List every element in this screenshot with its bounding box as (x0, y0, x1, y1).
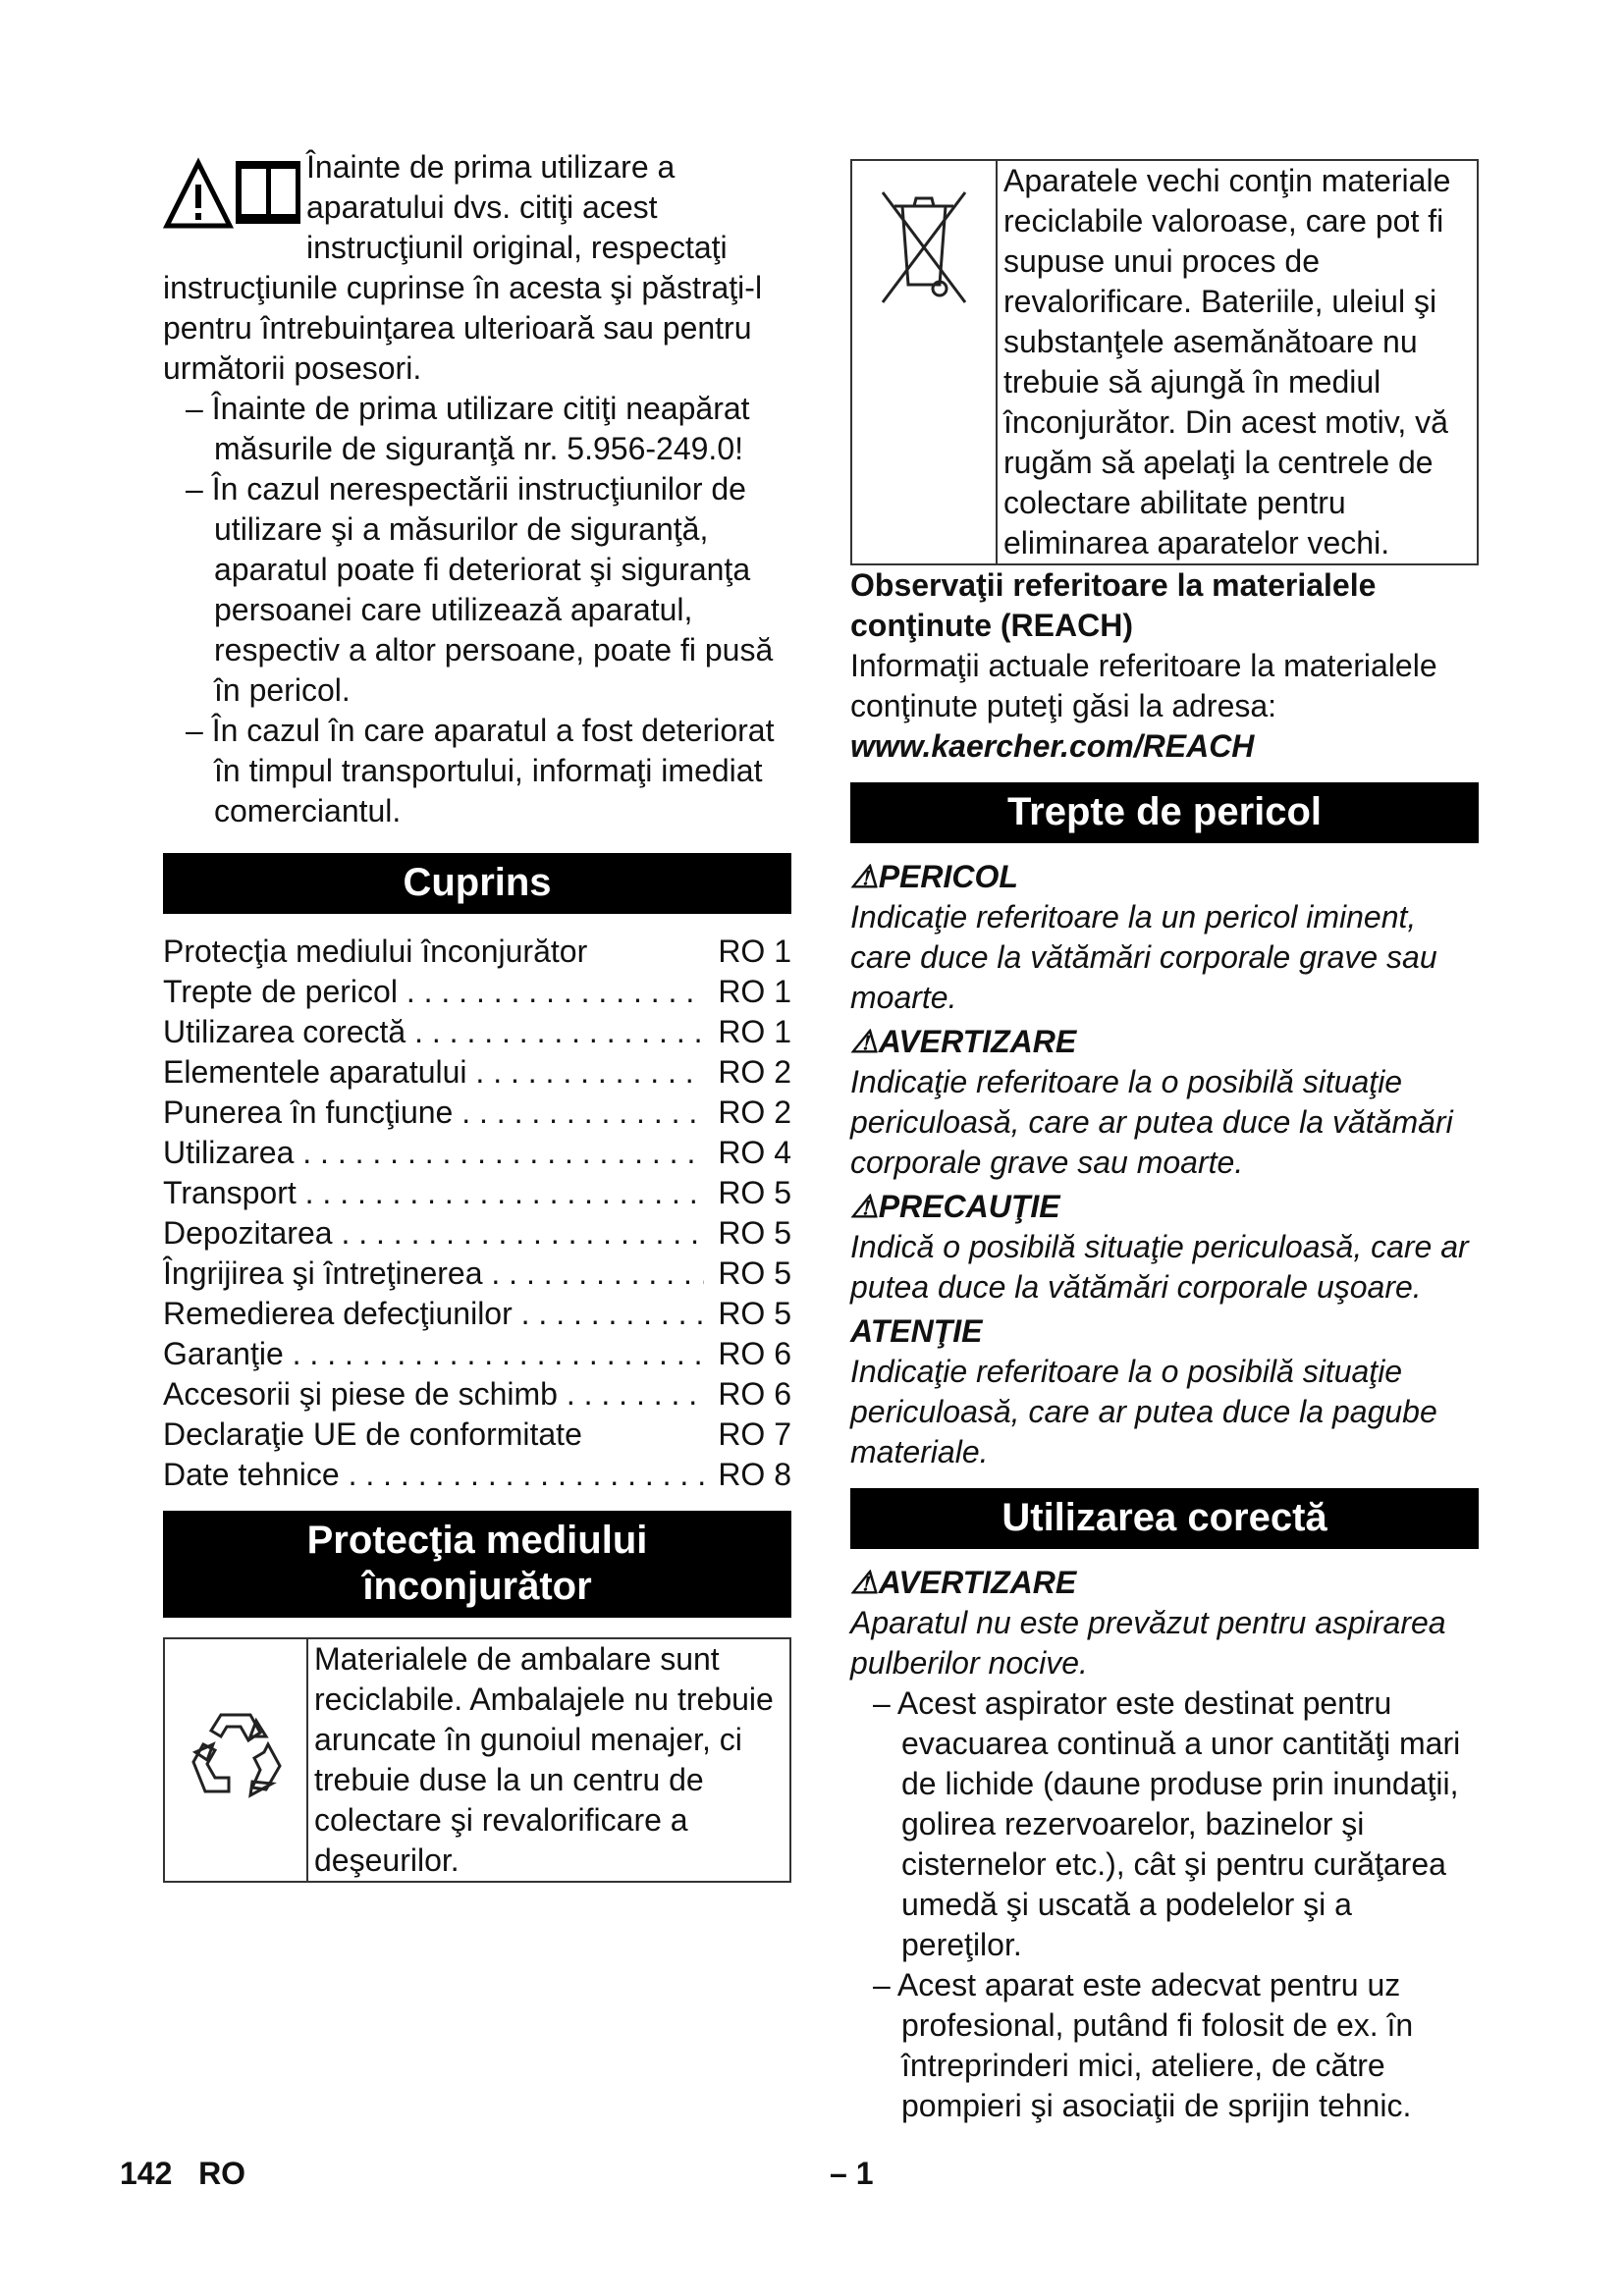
hazard-text: Indicaţie referitoare la un pericol iminent, care duce la vătămări corporale grave sau moarte. (850, 899, 1437, 1015)
toc-item-label: Utilizarea corectă (163, 1014, 406, 1049)
packaging-text: Materialele de ambalare sunt reciclabile. Ambalajele nu trebuie aruncate în gunoiul menajer, ci trebuie duse la un centru de colectare şi revalorificare a deşeurilor. (307, 1638, 790, 1882)
toc-item-label: Depozitarea (163, 1215, 333, 1251)
toc-item[interactable] (163, 1374, 791, 1415)
toc-item-label: Trepte de pericol (163, 974, 398, 1009)
reach-heading: Observaţii referitoare la materialele conţinute (REACH) (850, 567, 1377, 643)
toc-item[interactable] (163, 1093, 791, 1133)
toc-item[interactable] (163, 1254, 791, 1294)
toc-item-label: Date tehnice (163, 1457, 340, 1492)
usage-warning-text: Aparatul nu este prevăzut pentru aspirarea pulberilor nocive. (850, 1605, 1446, 1681)
warning-triangle-icon: ⚠ (850, 1189, 879, 1224)
recycle-icon (182, 1701, 290, 1809)
warning-triangle-icon: ⚠ (850, 1024, 879, 1059)
intro-bullet: – Înainte de prima utilizare citiţi neapărat măsurile de siguranţă nr. 5.956-249.0! (186, 391, 750, 466)
toc-item-page: RO 8 (718, 1457, 791, 1492)
packaging-box (163, 1637, 791, 1883)
toc-item[interactable] (163, 1455, 791, 1495)
toc-item-page: RO 6 (718, 1376, 791, 1412)
toc-item[interactable] (163, 1415, 791, 1455)
warning-triangle-icon: ⚠ (850, 1565, 879, 1600)
usage-bullet: – Acest aparat este adecvat pentru uz profesional, putând fi folosit de ex. în întreprinderi mici, ateliere, de către pompieri şi asociaţii de sprijin tehnic. (873, 1967, 1414, 2123)
toc-item-page: RO 1 (718, 1014, 791, 1049)
toc-item-label: Transport (163, 1175, 297, 1210)
toc-item-label: Elementele aparatului (163, 1054, 467, 1090)
hazard-text: Indicaţie referitoare la o posibilă situaţie periculoasă, care ar putea duce la pagube materiale. (850, 1354, 1437, 1469)
left-column (163, 147, 791, 1883)
recycle-icon-cell (164, 1638, 307, 1882)
warning-manual-icon (163, 151, 306, 232)
toc-item[interactable] (163, 1012, 791, 1052)
crossed-bin-icon (875, 187, 973, 314)
toc-item-page: RO 7 (718, 1416, 791, 1452)
toc-item-page: RO 6 (718, 1336, 791, 1371)
usage-warning-label: AVERTIZARE (878, 1565, 1077, 1600)
toc-item-page: RO 2 (718, 1054, 791, 1090)
hazard-text: Indicaţie referitoare la o posibilă situaţie periculoasă, care ar putea duce la vătămări corporale grave sau moarte. (850, 1064, 1453, 1180)
hazard-level (850, 1311, 1479, 1472)
toc-item-label: Punerea în funcţiune (163, 1095, 454, 1130)
toc-item[interactable] (163, 1294, 791, 1334)
table-of-contents (163, 932, 791, 1495)
hazard-level (850, 1022, 1479, 1183)
page-number: 142 (120, 2156, 173, 2191)
toc-item[interactable] (163, 932, 791, 972)
toc-item[interactable] (163, 1173, 791, 1213)
reach-text: Informaţii actuale referitoare la materialele conţinute puteţi găsi la adresa: (850, 648, 1437, 723)
toc-item-page: RO 5 (718, 1255, 791, 1291)
toc-item[interactable] (163, 1052, 791, 1093)
toc-item[interactable] (163, 1213, 791, 1254)
toc-item-page: RO 1 (718, 934, 791, 969)
page-local-number: – 1 (830, 2156, 874, 2191)
old-devices-box (850, 159, 1479, 565)
warning-triangle-icon: ⚠ (850, 859, 879, 894)
hazard-title: Trepte de pericol (850, 782, 1479, 843)
intro-text: Înainte de prima utilizare a aparatului dvs. citiţi acest instrucţiunil original, respectaţi instrucţiunile cuprinse în acesta şi păstraţi-l pentru întrebuinţarea ulterioară sau pentru următorii posesori. (163, 149, 763, 386)
hazard-label: ATENŢIE (850, 1313, 983, 1349)
environment-title-line2: înconjurător (362, 1565, 592, 1608)
weee-icon-cell (851, 160, 997, 564)
toc-item-label: Garanţie (163, 1336, 284, 1371)
old-devices-text: Aparatele vechi conţin materiale reciclabile valoroase, care pot fi supuse unui proces de revalorificare. Bateriile, uleiul şi substanţele asemănătoare nu trebuie să ajungă în mediul înconjurător. Din acest motiv, vă rugăm să apelaţi la centrele de colectare abilitate pentru eliminarea aparatelor vechi. (997, 160, 1478, 564)
toc-item-label: Accesorii şi piese de schimb (163, 1376, 558, 1412)
hazard-label: PRECAUŢIE (878, 1189, 1060, 1224)
toc-item-label: Protecţia mediului înconjurător (163, 934, 588, 969)
toc-item-page: RO 2 (718, 1095, 791, 1130)
toc-title: Cuprins (163, 853, 791, 914)
toc-item-page: RO 1 (718, 974, 791, 1009)
hazard-label: AVERTIZARE (878, 1024, 1077, 1059)
toc-item-label: Utilizarea (163, 1135, 295, 1170)
toc-item-label: Îngrijirea şi întreţinerea (163, 1255, 483, 1291)
right-column (850, 147, 1479, 2126)
toc-item[interactable] (163, 1133, 791, 1173)
usage-title: Utilizarea corectă (850, 1488, 1479, 1549)
reach-link[interactable]: www.kaercher.com/REACH (850, 728, 1255, 764)
hazard-level (850, 857, 1479, 1018)
environment-title (163, 1511, 791, 1618)
usage-bullet: – Acest aspirator este destinat pentru evacuarea continuă a unor cantităţi mari de lichide (daune produse prin inundaţii, golirea rezervoarelor, bazinelor şi cisternelor etc.), cât şi pentru curăţarea umedă şi uscată a podelelor şi a pereţilor. (873, 1685, 1461, 1962)
toc-item-label: Remedierea defecţiunilor (163, 1296, 513, 1331)
intro-bullet: – În cazul nerespectării instrucţiunilor de utilizare şi a măsurilor de siguranţă, aparatul poate fi deteriorat şi siguranţa persoanei care utilizează aparatul, respectiv a altor persoane, poate fi pusă în pericol. (186, 471, 774, 708)
toc-item-page: RO 5 (718, 1215, 791, 1251)
toc-item-page: RO 5 (718, 1175, 791, 1210)
toc-item[interactable] (163, 972, 791, 1012)
hazard-text: Indică o posibilă situaţie periculoasă, care ar putea duce la vătămări corporale uşoare. (850, 1229, 1469, 1305)
toc-item-page: RO 4 (718, 1135, 791, 1170)
language-code: RO (198, 2156, 246, 2191)
footer-page-info (120, 2154, 245, 2194)
hazard-label: PERICOL (878, 859, 1018, 894)
environment-title-line1: Protecţia mediului (306, 1519, 648, 1562)
toc-item[interactable] (163, 1334, 791, 1374)
toc-item-page: RO 5 (718, 1296, 791, 1331)
intro-section (163, 147, 791, 831)
intro-bullet: – În cazul în care aparatul a fost deteriorat în timpul transportului, informaţi imediat comerciantul. (186, 713, 775, 828)
toc-item-label: Declaraţie UE de conformitate (163, 1416, 582, 1452)
hazard-level (850, 1187, 1479, 1308)
